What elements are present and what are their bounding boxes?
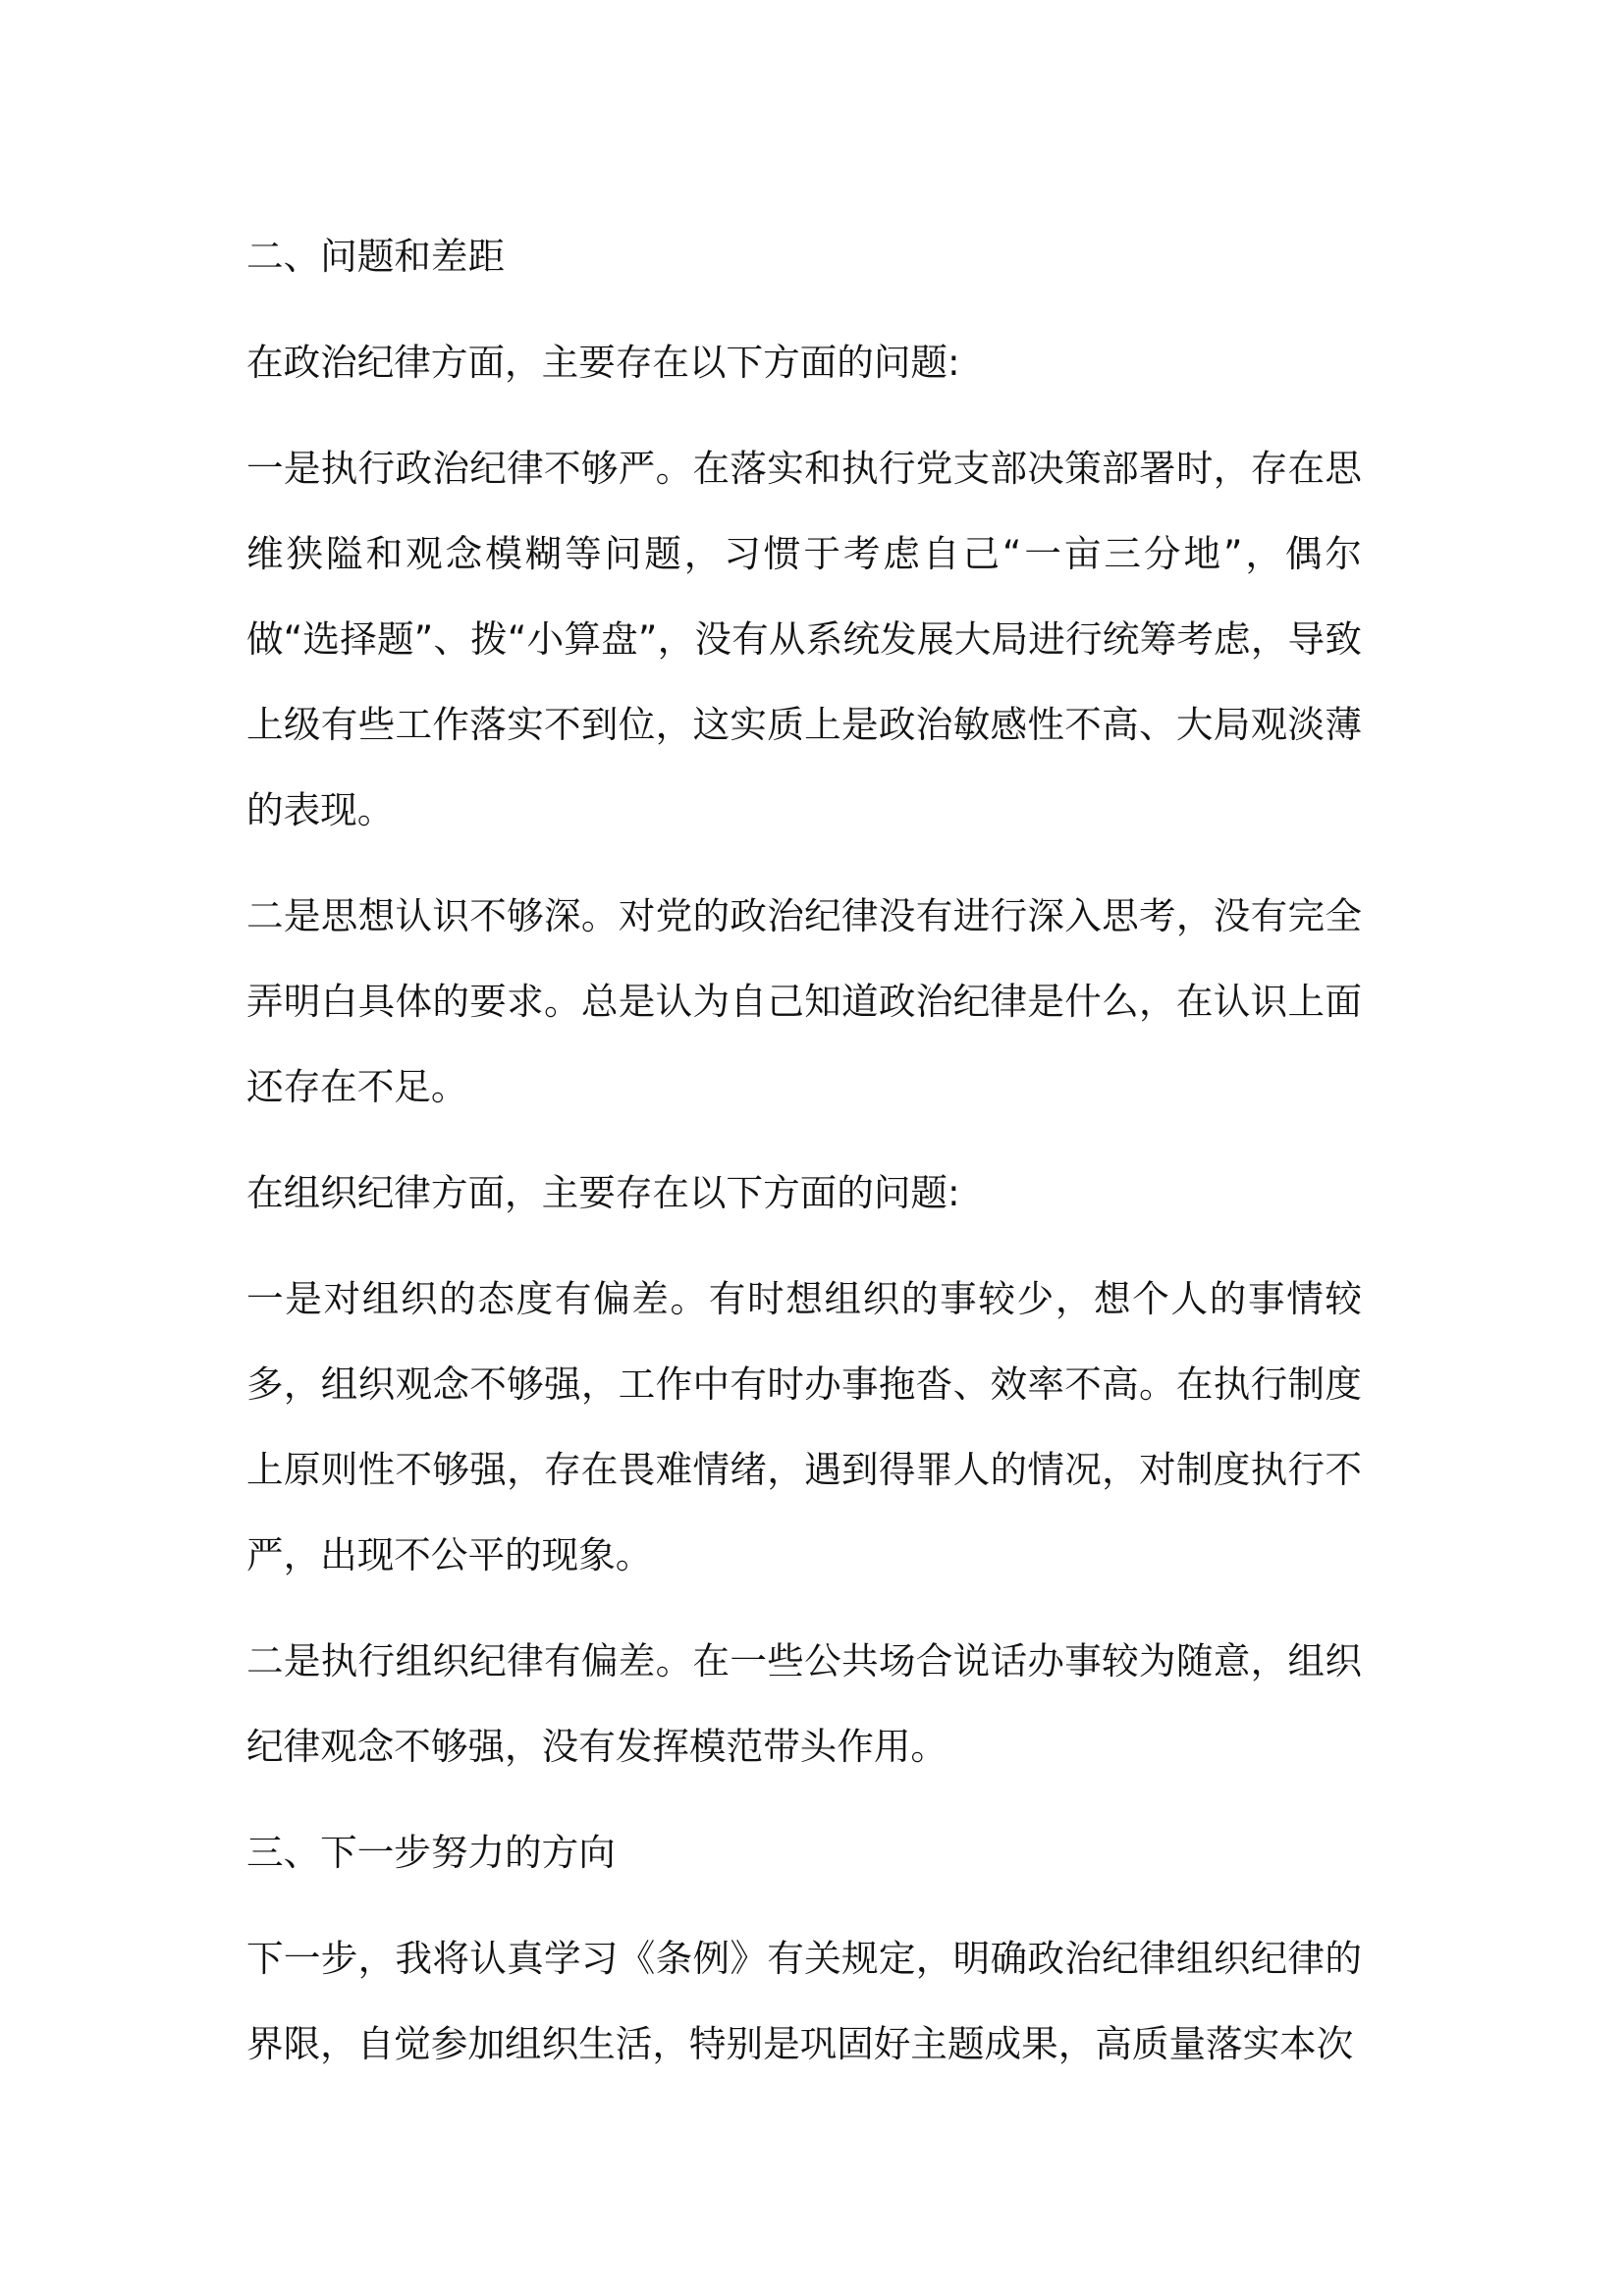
section-heading-problems: 二、问题和差距 [246,235,506,278]
paragraph-next-steps: 下一步，我将认真学习《条例》有关规定，明确政治纪律组织纪律的界限，自觉参加组织生活，特别是巩固好主题成果，高质量落实本次 [246,1937,1362,2065]
paragraph-political-issue-1: 一是执行政治纪律不够严。在落实和执行党支部决策部署时，存在思维狭隘和观念模糊等问题，习惯于考虑自己“一亩三分地”，偶尔做“选择题”、拨“小算盘”，没有从系统发展大局进行统筹考虑，导致上级有些工作落实不到位，这实质上是政治敏感性不高、大局观淡薄的表现。 [246,447,1362,831]
paragraph-organizational-discipline-intro: 在组织纪律方面，主要存在以下方面的问题: [246,1171,960,1214]
paragraph-political-issue-2: 二是思想认识不够深。对党的政治纪律没有进行深入思考，没有完全弄明白具体的要求。总是认为自己知道政治纪律是什么，在认识上面还存在不足。 [246,894,1362,1108]
paragraph-organizational-issue-1: 一是对组织的态度有偏差。有时想组织的事较少，想个人的事情较多，组织观念不够强，工作中有时办事拖沓、效率不高。在执行制度上原则性不够强，存在畏难情绪，遇到得罪人的情况，对制度执行不严，出现不公平的现象。 [246,1277,1362,1576]
section-heading-next-steps: 三、下一步努力的方向 [246,1831,616,1874]
paragraph-organizational-issue-2: 二是执行组织纪律有偏差。在一些公共场合说话办事较为随意，组织纪律观念不够强，没有发挥模范带头作用。 [246,1639,1362,1768]
document-page [246,214,1362,2108]
paragraph-political-discipline-intro: 在政治纪律方面，主要存在以下方面的问题: [246,341,960,384]
